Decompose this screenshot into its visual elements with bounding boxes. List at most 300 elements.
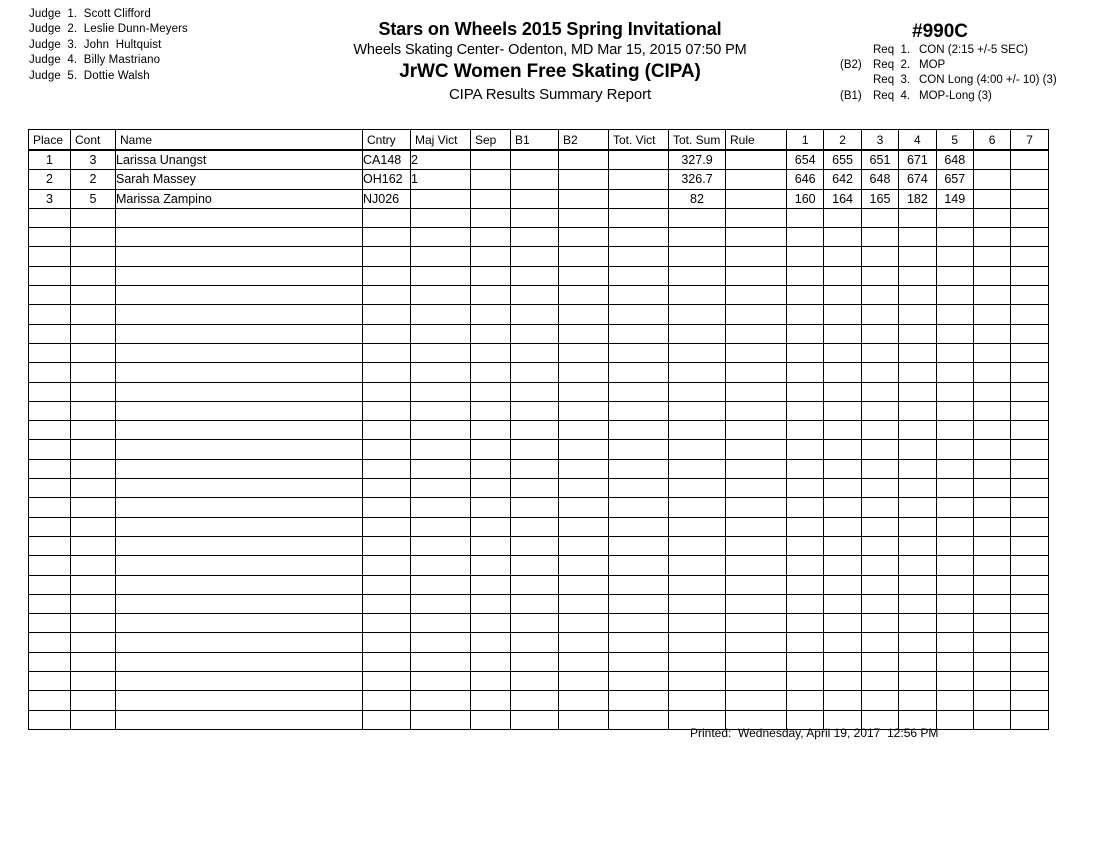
cell-tot-vict <box>609 575 669 594</box>
cell-b1 <box>511 536 559 555</box>
cell-b1 <box>511 479 559 498</box>
cell-rule <box>726 594 787 613</box>
cell-j4 <box>899 421 936 440</box>
cell-j1 <box>787 343 824 362</box>
cell-cont <box>71 208 116 227</box>
cell-place <box>29 672 71 691</box>
cell-j5 <box>936 459 973 478</box>
cell-tot-sum <box>669 305 726 324</box>
cell-b2 <box>559 575 609 594</box>
cell-sep <box>471 440 511 459</box>
cell-j5 <box>936 286 973 305</box>
cell-j4 <box>899 208 936 227</box>
cell-j2 <box>824 556 861 575</box>
judge-list-item: Judge 2. Leslie Dunn-Meyers <box>29 23 188 36</box>
cell-b1 <box>511 324 559 343</box>
cell-j2 <box>824 536 861 555</box>
column-header-judge-6: 6 <box>973 130 1010 151</box>
cell-maj-vict: 2 <box>411 150 471 170</box>
cell-j1 <box>787 208 824 227</box>
cell-cont <box>71 536 116 555</box>
cell-j7 <box>1011 691 1048 710</box>
cell-name <box>116 401 363 420</box>
cell-j3 <box>861 459 898 478</box>
cell-b2 <box>559 208 609 227</box>
cell-j5 <box>936 382 973 401</box>
cell-sep <box>471 556 511 575</box>
cell-cntry <box>363 324 411 343</box>
cell-tot-vict <box>609 710 669 729</box>
table-row-empty <box>29 479 1049 498</box>
cell-name: Larissa Unangst <box>116 150 363 170</box>
cell-name <box>116 652 363 671</box>
cell-j6 <box>973 343 1010 362</box>
cell-j5: 648 <box>936 150 973 170</box>
cell-j4 <box>899 614 936 633</box>
cell-cntry <box>363 556 411 575</box>
cell-j4 <box>899 691 936 710</box>
table-row-empty <box>29 286 1049 305</box>
cell-name <box>116 440 363 459</box>
cell-j7 <box>1011 421 1048 440</box>
cell-tot-vict <box>609 556 669 575</box>
cell-place: 2 <box>29 170 71 189</box>
cell-j2 <box>824 401 861 420</box>
cell-cont <box>71 575 116 594</box>
cell-j4: 674 <box>899 170 936 189</box>
cell-maj-vict <box>411 479 471 498</box>
cell-j1 <box>787 652 824 671</box>
cell-j4 <box>899 594 936 613</box>
cell-rule <box>726 421 787 440</box>
table-row-empty <box>29 517 1049 536</box>
cell-b1 <box>511 266 559 285</box>
cell-j5 <box>936 556 973 575</box>
cell-j7 <box>1011 440 1048 459</box>
cell-j2 <box>824 266 861 285</box>
cell-j7 <box>1011 286 1048 305</box>
cell-sep <box>471 575 511 594</box>
cell-j4 <box>899 286 936 305</box>
cell-tot-sum <box>669 498 726 517</box>
cell-maj-vict <box>411 710 471 729</box>
cell-j3 <box>861 382 898 401</box>
cell-j3 <box>861 421 898 440</box>
cell-place <box>29 208 71 227</box>
cell-b1 <box>511 517 559 536</box>
cell-sep <box>471 498 511 517</box>
cell-j5 <box>936 401 973 420</box>
cell-j6 <box>973 517 1010 536</box>
column-header-place: Place <box>29 130 71 151</box>
cell-b1 <box>511 305 559 324</box>
cell-j2 <box>824 517 861 536</box>
table-row-empty <box>29 421 1049 440</box>
cell-cont <box>71 459 116 478</box>
report-header <box>280 18 820 105</box>
cell-j7 <box>1011 228 1048 247</box>
cell-b1 <box>511 556 559 575</box>
cell-j2 <box>824 228 861 247</box>
cell-name <box>116 479 363 498</box>
cell-tot-vict <box>609 421 669 440</box>
cell-j2 <box>824 247 861 266</box>
requirement-row <box>840 43 1090 58</box>
cell-name <box>116 498 363 517</box>
cell-b1 <box>511 594 559 613</box>
cell-name <box>116 633 363 652</box>
cell-name <box>116 363 363 382</box>
cell-b2 <box>559 710 609 729</box>
cell-cont <box>71 652 116 671</box>
cell-j3 <box>861 652 898 671</box>
cell-maj-vict <box>411 575 471 594</box>
requirement-number: Req 1. <box>873 44 911 56</box>
cell-j4 <box>899 324 936 343</box>
cell-b1 <box>511 286 559 305</box>
cell-j5 <box>936 421 973 440</box>
cell-name <box>116 247 363 266</box>
cell-maj-vict <box>411 266 471 285</box>
cell-j6 <box>973 479 1010 498</box>
cell-place <box>29 266 71 285</box>
cell-j3 <box>861 517 898 536</box>
cell-maj-vict <box>411 691 471 710</box>
cell-j6 <box>973 305 1010 324</box>
cell-cont <box>71 672 116 691</box>
cell-tot-sum <box>669 614 726 633</box>
cell-j7 <box>1011 517 1048 536</box>
cell-j6 <box>973 575 1010 594</box>
cell-b2 <box>559 247 609 266</box>
cell-tot-sum <box>669 459 726 478</box>
requirement-row <box>840 73 1090 88</box>
cell-cntry <box>363 286 411 305</box>
cell-tot-vict <box>609 363 669 382</box>
cell-j3 <box>861 286 898 305</box>
cell-j1 <box>787 324 824 343</box>
cell-j7 <box>1011 498 1048 517</box>
cell-cntry <box>363 208 411 227</box>
cell-name <box>116 556 363 575</box>
cell-tot-vict <box>609 498 669 517</box>
cell-cntry: NJ026 <box>363 189 411 208</box>
cell-j6 <box>973 633 1010 652</box>
cell-j2 <box>824 343 861 362</box>
cell-j5 <box>936 305 973 324</box>
cell-sep <box>471 594 511 613</box>
requirement-prefix: (B2) <box>840 59 862 72</box>
requirement-prefix: (B1) <box>840 89 862 102</box>
cell-name <box>116 459 363 478</box>
cell-j1 <box>787 401 824 420</box>
cell-place <box>29 382 71 401</box>
cell-tot-sum <box>669 633 726 652</box>
cell-sep <box>471 672 511 691</box>
requirement-number: Req 2. <box>873 59 911 72</box>
cell-tot-vict <box>609 228 669 247</box>
cell-b1 <box>511 459 559 478</box>
judge-list-item: Judge 4. Billy Mastriano <box>29 54 161 67</box>
cell-j1 <box>787 266 824 285</box>
cell-place <box>29 363 71 382</box>
cell-cntry: OH162 <box>363 170 411 189</box>
cell-cont: 2 <box>71 170 116 189</box>
cell-tot-sum <box>669 517 726 536</box>
cell-name <box>116 266 363 285</box>
cell-tot-vict <box>609 170 669 189</box>
cell-sep <box>471 401 511 420</box>
cell-j6 <box>973 498 1010 517</box>
cell-maj-vict: 1 <box>411 170 471 189</box>
table-header <box>29 130 1049 151</box>
cell-cont <box>71 286 116 305</box>
cell-b2 <box>559 691 609 710</box>
cell-j7 <box>1011 170 1048 189</box>
cell-cntry <box>363 691 411 710</box>
cell-name <box>116 691 363 710</box>
cell-cont <box>71 324 116 343</box>
cell-rule <box>726 459 787 478</box>
cell-name <box>116 672 363 691</box>
cell-j2 <box>824 305 861 324</box>
cell-j1 <box>787 498 824 517</box>
cell-j6 <box>973 710 1010 729</box>
cell-cntry <box>363 652 411 671</box>
table-row-empty <box>29 247 1049 266</box>
cell-j5 <box>936 652 973 671</box>
cell-cont <box>71 382 116 401</box>
cell-sep <box>471 343 511 362</box>
cell-place <box>29 517 71 536</box>
cell-cont <box>71 266 116 285</box>
cell-j2: 164 <box>824 189 861 208</box>
cell-sep <box>471 305 511 324</box>
cell-j6 <box>973 150 1010 170</box>
cell-j7 <box>1011 536 1048 555</box>
cell-cont <box>71 517 116 536</box>
table-row-empty <box>29 382 1049 401</box>
cell-maj-vict <box>411 208 471 227</box>
cell-cntry <box>363 633 411 652</box>
cell-j3 <box>861 401 898 420</box>
cell-j2 <box>824 208 861 227</box>
cell-cont <box>71 401 116 420</box>
cell-cntry <box>363 672 411 691</box>
cell-maj-vict <box>411 594 471 613</box>
cell-j3 <box>861 575 898 594</box>
cell-tot-sum <box>669 575 726 594</box>
column-header-judge-4: 4 <box>899 130 936 151</box>
cell-rule <box>726 652 787 671</box>
cell-b2 <box>559 286 609 305</box>
column-header-tot-sum: Tot. Sum <box>669 130 726 151</box>
cell-b1 <box>511 401 559 420</box>
cell-cont: 5 <box>71 189 116 208</box>
cell-b2 <box>559 652 609 671</box>
table-row-empty <box>29 440 1049 459</box>
judge-list-item: Judge 3. John Hultquist <box>29 38 162 51</box>
cell-maj-vict <box>411 652 471 671</box>
cell-j3 <box>861 672 898 691</box>
cell-place <box>29 440 71 459</box>
cell-j6 <box>973 536 1010 555</box>
cell-j6 <box>973 691 1010 710</box>
cell-maj-vict <box>411 228 471 247</box>
column-header-maj-vict: Maj Vict <box>411 130 471 151</box>
cell-b1 <box>511 710 559 729</box>
table-row-empty <box>29 343 1049 362</box>
cell-j3 <box>861 556 898 575</box>
table-row <box>29 170 1049 189</box>
cell-rule <box>726 286 787 305</box>
cell-j3 <box>861 343 898 362</box>
cell-j3 <box>861 614 898 633</box>
cell-j2: 655 <box>824 150 861 170</box>
cell-b1 <box>511 228 559 247</box>
cell-j7 <box>1011 266 1048 285</box>
cell-b2 <box>559 363 609 382</box>
requirements-panel <box>840 20 1090 104</box>
cell-b2 <box>559 556 609 575</box>
cell-maj-vict <box>411 247 471 266</box>
cell-j6 <box>973 286 1010 305</box>
column-header-cntry: Cntry <box>363 130 411 151</box>
cell-j3 <box>861 305 898 324</box>
cell-j5 <box>936 208 973 227</box>
cell-b1 <box>511 208 559 227</box>
cell-j3 <box>861 498 898 517</box>
cell-tot-sum <box>669 286 726 305</box>
cell-cntry: CA148 <box>363 150 411 170</box>
cell-j5 <box>936 440 973 459</box>
cell-name: Marissa Zampino <box>116 189 363 208</box>
cell-b2 <box>559 228 609 247</box>
cell-tot-sum <box>669 266 726 285</box>
cell-cont <box>71 421 116 440</box>
division-title: JrWC Women Free Skating (CIPA) <box>399 61 701 82</box>
cell-j4 <box>899 536 936 555</box>
cell-place <box>29 324 71 343</box>
cell-tot-vict <box>609 401 669 420</box>
cell-sep <box>471 266 511 285</box>
cell-j1 <box>787 440 824 459</box>
cell-j6 <box>973 324 1010 343</box>
table-row-empty <box>29 228 1049 247</box>
cell-j2 <box>824 575 861 594</box>
cell-j3: 651 <box>861 150 898 170</box>
cell-cntry <box>363 459 411 478</box>
cell-rule <box>726 575 787 594</box>
cell-place <box>29 594 71 613</box>
cell-tot-sum <box>669 401 726 420</box>
cell-sep <box>471 208 511 227</box>
cell-j3 <box>861 440 898 459</box>
column-header-tot-vict: Tot. Vict <box>609 130 669 151</box>
event-code: #990C <box>912 21 968 42</box>
cell-maj-vict <box>411 421 471 440</box>
column-header-rule: Rule <box>726 130 787 151</box>
cell-sep <box>471 536 511 555</box>
cell-j2 <box>824 614 861 633</box>
cell-maj-vict <box>411 305 471 324</box>
cell-j3 <box>861 594 898 613</box>
cell-tot-sum <box>669 363 726 382</box>
cell-place <box>29 305 71 324</box>
cell-rule <box>726 633 787 652</box>
cell-j2 <box>824 363 861 382</box>
cell-b2 <box>559 421 609 440</box>
cell-j1 <box>787 421 824 440</box>
cell-name: Sarah Massey <box>116 170 363 189</box>
cell-rule <box>726 343 787 362</box>
cell-cntry <box>363 440 411 459</box>
cell-cont <box>71 556 116 575</box>
table-row-empty <box>29 633 1049 652</box>
report-subtitle: CIPA Results Summary Report <box>448 86 652 103</box>
cell-b1 <box>511 440 559 459</box>
cell-tot-sum: 327.9 <box>669 150 726 170</box>
cell-j4 <box>899 633 936 652</box>
requirement-prefix <box>840 43 873 58</box>
cell-j5 <box>936 536 973 555</box>
cell-rule <box>726 672 787 691</box>
cell-j1 <box>787 228 824 247</box>
cell-j3 <box>861 536 898 555</box>
cell-cntry <box>363 228 411 247</box>
cell-j1 <box>787 382 824 401</box>
cell-j7 <box>1011 363 1048 382</box>
cell-name <box>116 343 363 362</box>
cell-tot-vict <box>609 614 669 633</box>
cell-tot-vict <box>609 459 669 478</box>
cell-j4 <box>899 305 936 324</box>
cell-b2 <box>559 517 609 536</box>
cell-j1: 160 <box>787 189 824 208</box>
cell-tot-vict <box>609 208 669 227</box>
cell-rule <box>726 266 787 285</box>
cell-j2: 642 <box>824 170 861 189</box>
cell-j3 <box>861 228 898 247</box>
cell-j3 <box>861 479 898 498</box>
cell-j1 <box>787 575 824 594</box>
cell-tot-sum <box>669 382 726 401</box>
cell-j6 <box>973 652 1010 671</box>
cell-b2 <box>559 594 609 613</box>
requirement-text: CON (2:15 +/-5 SEC) <box>919 44 1028 56</box>
cell-tot-vict <box>609 324 669 343</box>
cell-maj-vict <box>411 498 471 517</box>
cell-place: 3 <box>29 189 71 208</box>
column-header-cont: Cont <box>71 130 116 151</box>
cell-name <box>116 536 363 555</box>
cell-j6 <box>973 614 1010 633</box>
cell-name <box>116 575 363 594</box>
table-row-empty <box>29 536 1049 555</box>
cell-j6 <box>973 459 1010 478</box>
cell-maj-vict <box>411 189 471 208</box>
cell-rule <box>726 208 787 227</box>
requirement-row <box>840 89 1090 104</box>
cell-rule <box>726 401 787 420</box>
cell-j3 <box>861 633 898 652</box>
cell-j4 <box>899 575 936 594</box>
cell-name <box>116 614 363 633</box>
cell-cntry <box>363 401 411 420</box>
cell-tot-vict <box>609 691 669 710</box>
cell-b1 <box>511 652 559 671</box>
cell-tot-sum <box>669 343 726 362</box>
